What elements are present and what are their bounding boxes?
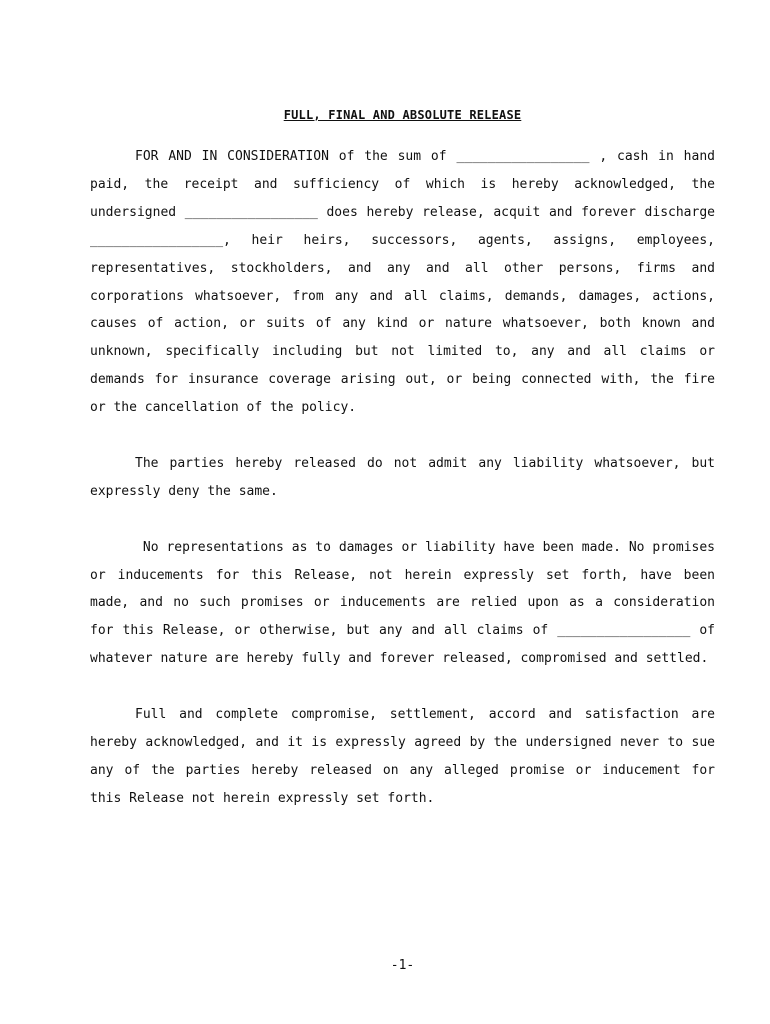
page-number: -1- [390, 958, 415, 973]
paragraph-compromise: Full and complete compromise, settlement, accord and satisfaction are hereby acknowledged, and it is expressly agreed by the undersigned never to sue any of the parties hereby released on any alleged promise or inducement for this Release not herein expressly set forth. [90, 707, 715, 806]
paragraph-no-representations: No representations as to damages or liability have been made. No promises or inducements for this Release, not herein expressly set forth, have been made, and no such promises or inducements are relied upon as a consideration for this Release, or otherwise, but any and all claims of _________________ of whatever nature are hereby fully and forever released, compromised and settled. [90, 539, 723, 667]
document-title: FULL, FINAL AND ABSOLUTE RELEASE [283, 108, 522, 122]
paragraph-consideration: FOR AND IN CONSIDERATION of the sum of _________________ , cash in hand paid, the receipt and sufficiency of which is hereby acknowledged, the undersigned _________________ does hereby release, acquit and forever discharge _________________, heir heirs, successors, agents, assigns, employees, representatives, stockholders, and any and all other persons, firms and corporations whatsoever, from any and all claims, demands, damages, actions, causes of action, or suits of any kind or nature whatsoever, both known and unknown, specifically including but not limited to, any and all claims or demands for insurance coverage arising out, or being connected with, the fire or the cancellation of the policy. [90, 149, 715, 416]
paragraph-no-liability: The parties hereby released do not admit any liability whatsoever, but expressly deny the same. [90, 455, 715, 499]
document-body [90, 143, 723, 813]
